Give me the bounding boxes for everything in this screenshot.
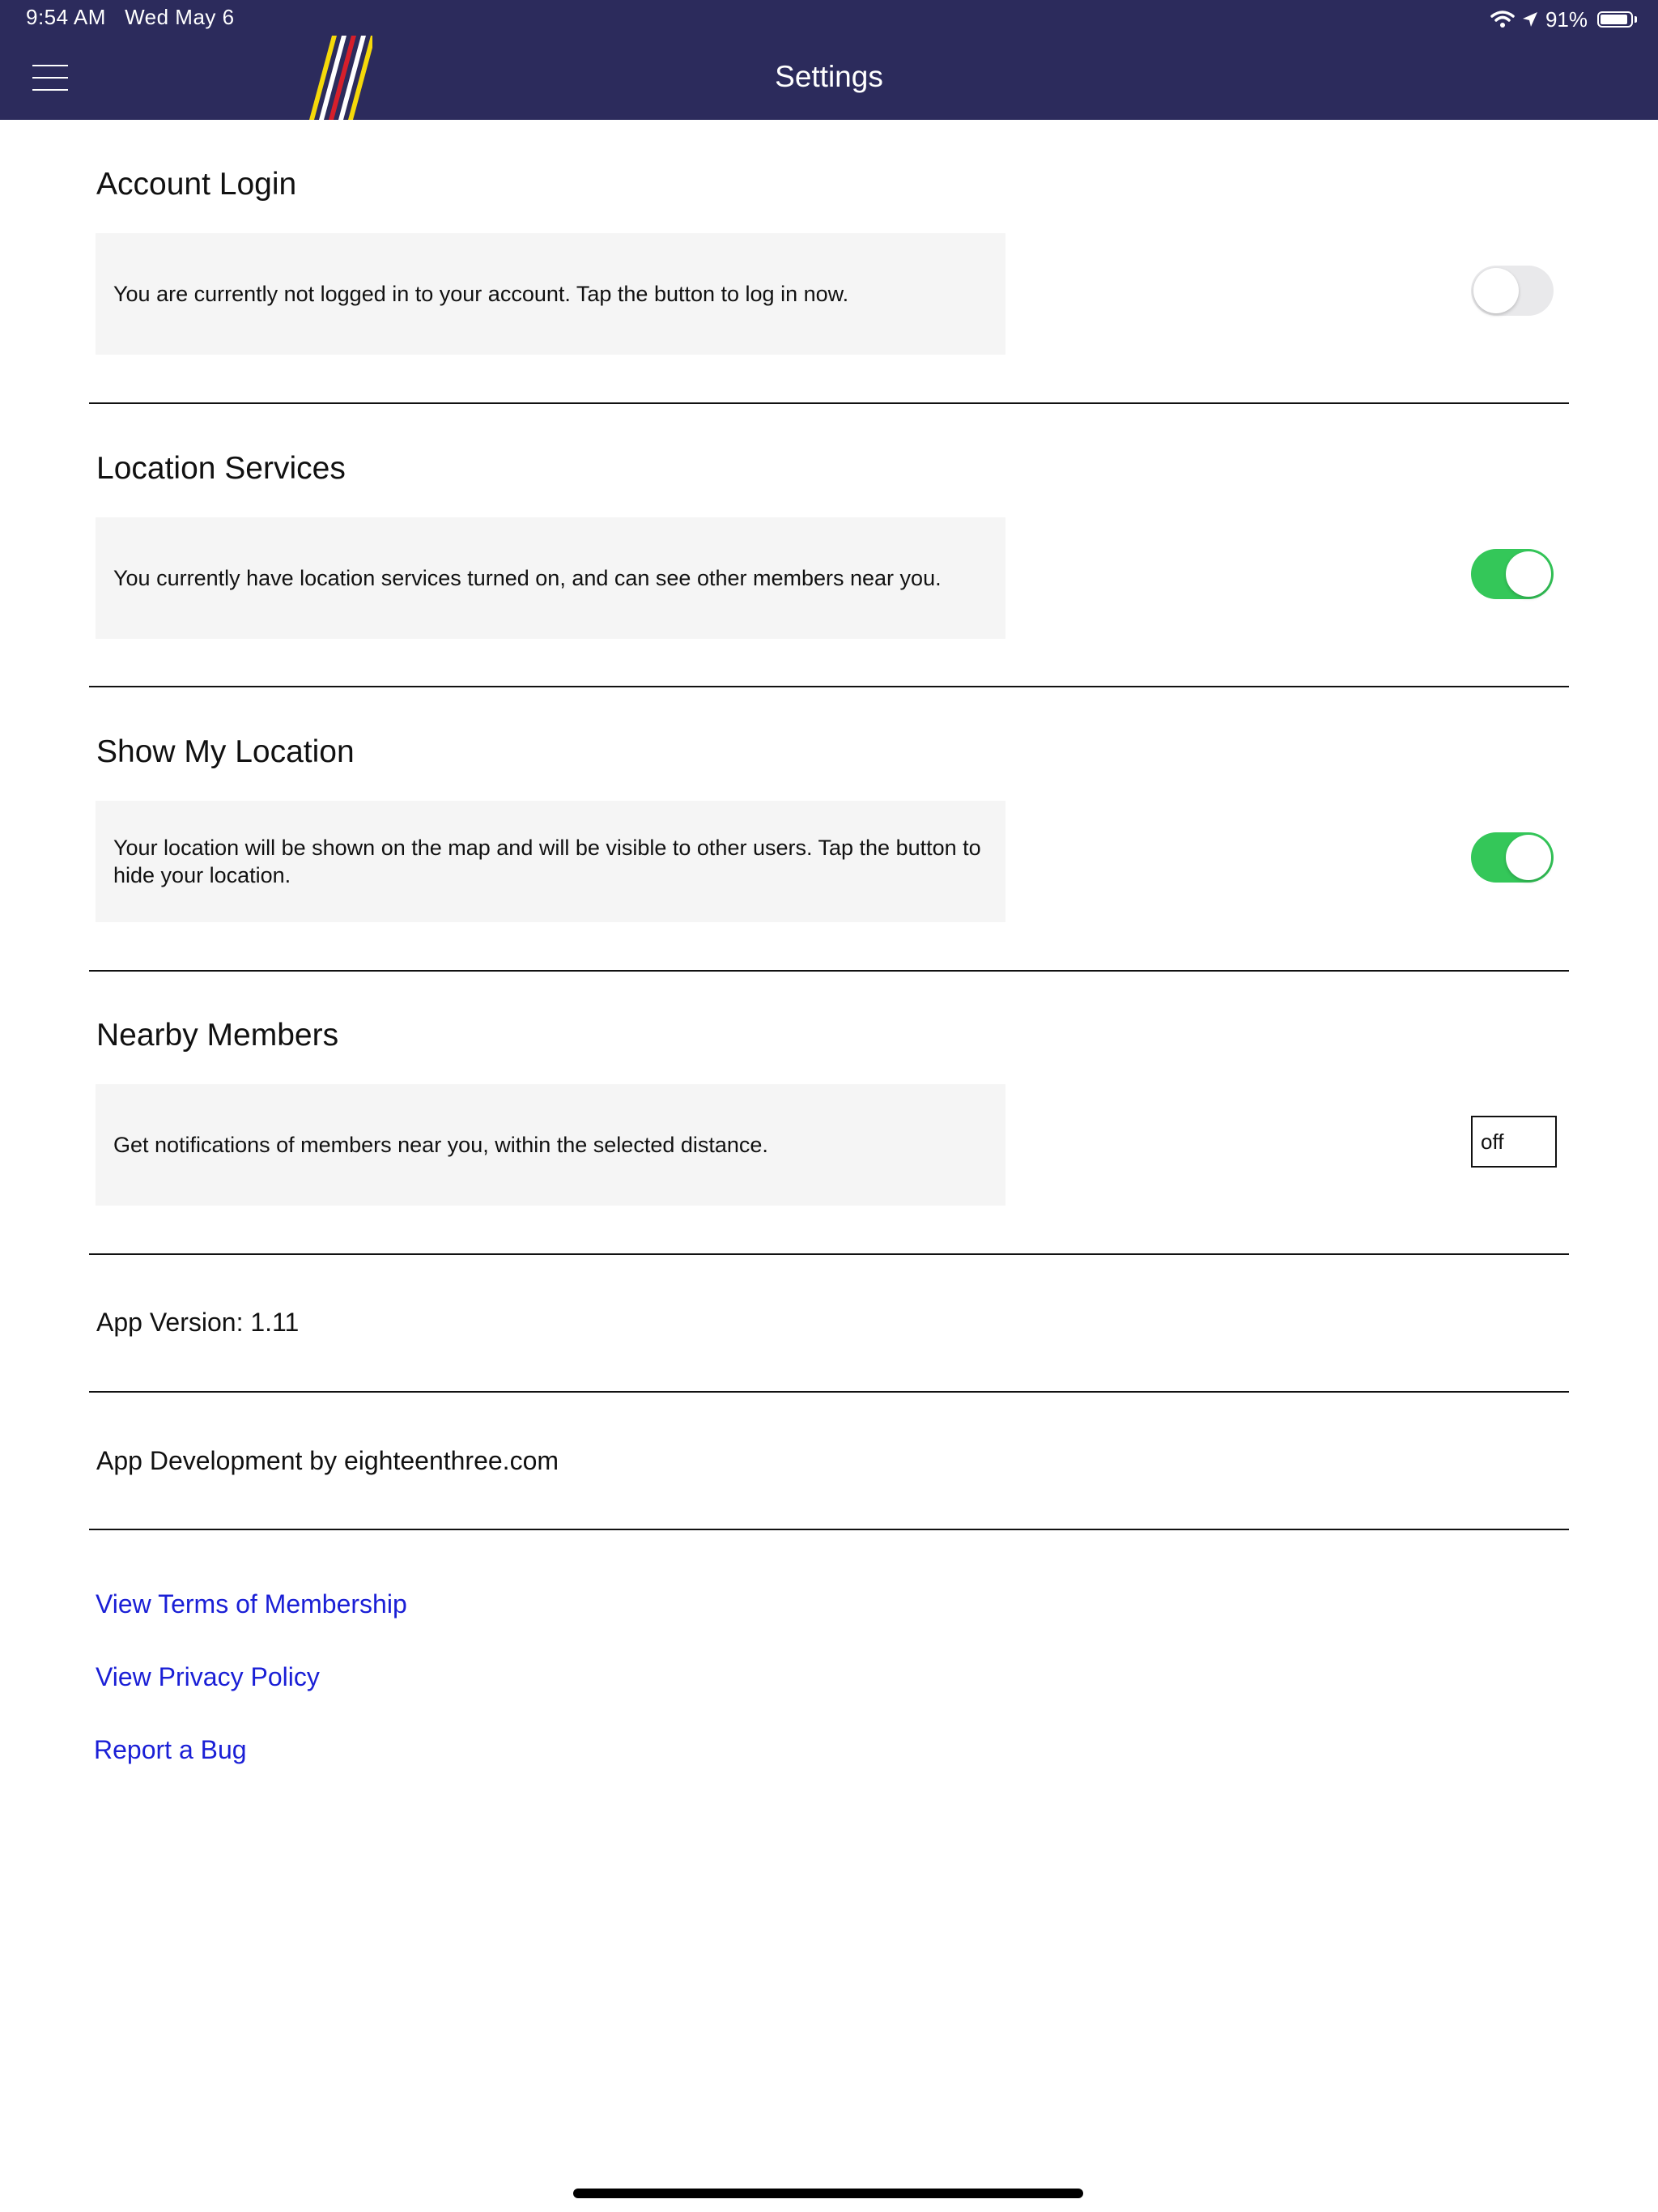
status-time: 9:54 AM	[26, 5, 106, 29]
section-divider	[89, 402, 1569, 404]
location-services-toggle[interactable]	[1471, 549, 1554, 599]
section-account-login	[89, 162, 1569, 405]
section-title: Show My Location	[96, 734, 355, 769]
section-description: Get notifications of members near you, within the selected distance.	[96, 1084, 1005, 1206]
section-divider	[89, 686, 1569, 687]
section-show-my-location	[89, 730, 1569, 972]
home-indicator	[573, 2189, 1083, 2198]
select-value: off	[1481, 1129, 1504, 1154]
section-description: You currently have location services turned on, and can see other members near you.	[96, 517, 1005, 639]
account-login-toggle[interactable]	[1471, 266, 1554, 316]
status-indicators	[1490, 5, 1637, 34]
terms-of-membership-link[interactable]: View Terms of Membership	[96, 1589, 407, 1619]
toggle-knob	[1506, 551, 1551, 597]
navigation-bar	[0, 0, 1658, 120]
section-divider	[89, 1253, 1569, 1255]
app-development-row	[89, 1433, 1569, 1530]
page-title: Settings	[775, 60, 883, 93]
nearby-distance-select[interactable]	[1471, 1116, 1557, 1168]
app-version-row	[89, 1295, 1569, 1393]
status-time-date	[26, 5, 235, 30]
wifi-icon	[1490, 10, 1515, 29]
section-location-services	[89, 446, 1569, 689]
section-divider	[89, 1529, 1569, 1530]
show-my-location-toggle[interactable]	[1471, 832, 1554, 883]
app-development: App Development by eighteenthree.com	[96, 1446, 559, 1475]
status-date: Wed May 6	[125, 5, 235, 29]
section-divider	[89, 1391, 1569, 1393]
section-description: Your location will be shown on the map and will be visible to other users. Tap the button to hide your location.	[96, 801, 1005, 922]
privacy-policy-link[interactable]: View Privacy Policy	[96, 1662, 320, 1691]
section-title: Nearby Members	[96, 1018, 339, 1053]
location-arrow-icon	[1521, 11, 1539, 28]
battery-nub	[1635, 16, 1637, 23]
app-version: App Version: 1.11	[96, 1308, 300, 1337]
battery-fill	[1601, 15, 1627, 24]
section-divider	[89, 970, 1569, 972]
toggle-knob	[1473, 268, 1519, 313]
toggle-knob	[1506, 835, 1551, 880]
section-nearby-members	[89, 1013, 1569, 1256]
section-description: You are currently not logged in to your account. Tap the button to log in now.	[96, 233, 1005, 355]
battery-icon	[1597, 11, 1633, 28]
section-title: Location Services	[96, 451, 346, 486]
battery-percent: 91%	[1545, 6, 1588, 32]
section-title: Account Login	[96, 167, 297, 202]
report-bug-link[interactable]: Report a Bug	[94, 1735, 247, 1764]
